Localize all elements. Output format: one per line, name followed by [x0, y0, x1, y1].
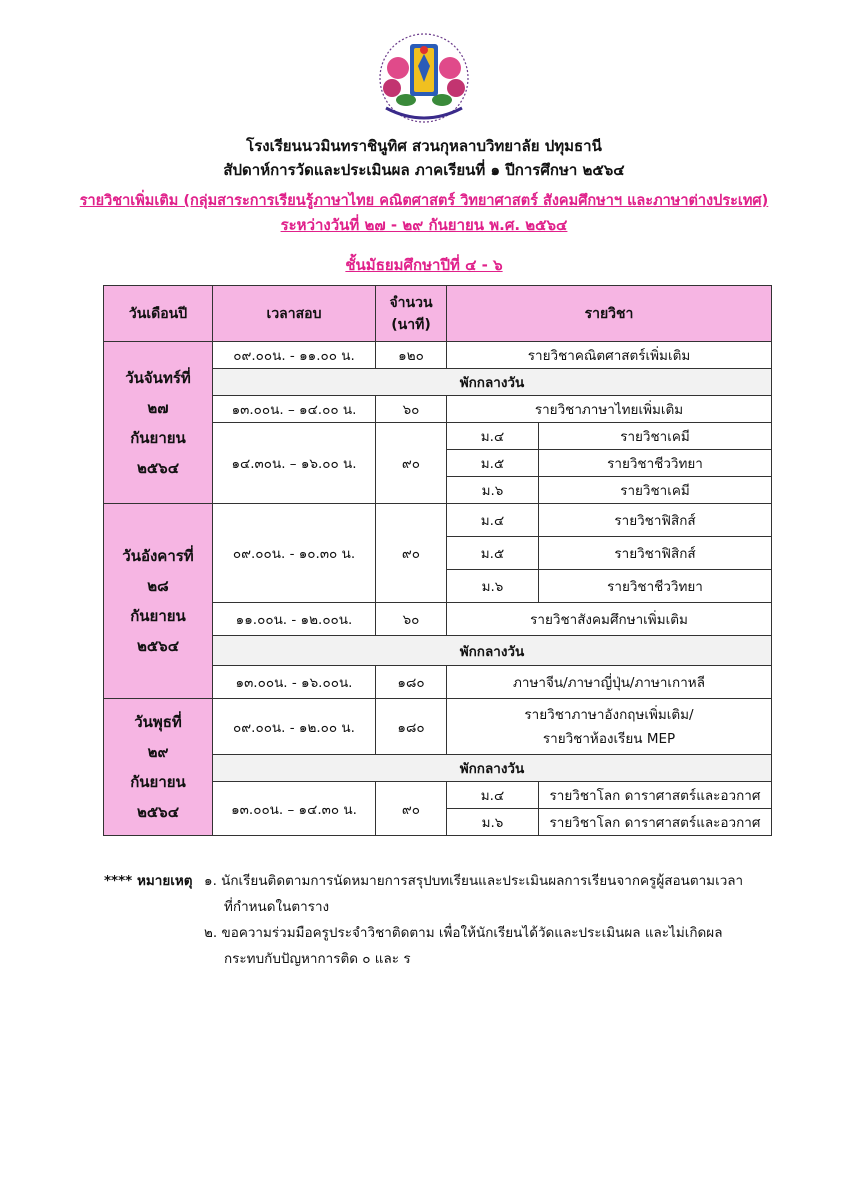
exam-subject: รายวิชาคณิตศาสตร์เพิ่มเติม [447, 342, 772, 369]
exam-time: ๑๓.๐๐น. - ๑๖.๐๐น. [213, 666, 376, 699]
grade-cell: ม.๔ [447, 423, 539, 450]
exam-subject-line1: รายวิชาภาษาอังกฤษเพิ่มเติม/ [524, 706, 694, 723]
exam-subject: รายวิชาชีววิทยา [539, 450, 772, 477]
exam-time: ๑๔.๓๐น. – ๑๖.๐๐ น. [213, 423, 376, 504]
exam-subject: รายวิชาฟิสิกส์ [539, 504, 772, 537]
col-header-date: วันเดือนปี [104, 286, 213, 342]
remark-1-continued [104, 894, 784, 920]
exam-subject: รายวิชาเคมี [539, 477, 772, 504]
day-cell-monday [104, 342, 213, 504]
remark-1 [104, 868, 784, 894]
day-number: ๒๗ [147, 398, 169, 417]
exam-time: ๑๑.๐๐น. - ๑๒.๐๐น. [213, 603, 376, 636]
col-header-minutes-line1: จำนวน [389, 294, 433, 311]
exam-time: ๐๙.๐๐น. - ๑๐.๓๐ น. [213, 504, 376, 603]
grade-level-title: ชั้นมัธยมศึกษาปีที่ ๔ - ๖ [345, 256, 503, 274]
grade-cell: ม.๔ [447, 504, 539, 537]
exam-subject: รายวิชาสังคมศึกษาเพิ่มเติม [447, 603, 772, 636]
remark-1-text: ๑. นักเรียนติดตามการนัดหมายการสรุปบทเรียนและประเมินผลการเรียนจากครูผู้สอนตามเวลา [204, 873, 744, 889]
lunch-break: พักกลางวัน [213, 369, 772, 396]
day-label: วันพุธที่ [134, 713, 182, 731]
col-header-minutes-line2: (นาที) [391, 316, 431, 333]
grade-cell: ม.๖ [447, 809, 539, 836]
col-header-subject: รายวิชา [447, 286, 772, 342]
lunch-break: พักกลางวัน [213, 636, 772, 666]
exam-subject: ภาษาจีน/ภาษาญี่ปุ่น/ภาษาเกาหลี [447, 666, 772, 699]
col-header-minutes [376, 286, 447, 342]
remark-2-text-cont: กระทบกับปัญหาการติด ๐ และ ร [224, 951, 411, 967]
exam-subject-line2: รายวิชาห้องเรียน MEP [542, 730, 676, 747]
exam-subject: รายวิชาโลก ดาราศาสตร์และอวกาศ [539, 782, 772, 809]
remark-2-continued [104, 946, 784, 972]
exam-subject [447, 699, 772, 755]
remark-2-text: ๒. ขอความร่วมมือครูประจำวิชาติดตาม เพื่อให้นักเรียนได้วัดและประเมินผล และไม่เกิดผล [204, 925, 723, 941]
day-cell-tuesday [104, 504, 213, 699]
exam-time: ๐๙.๐๐น. - ๑๑.๐๐ น. [213, 342, 376, 369]
exam-subject: รายวิชาเคมี [539, 423, 772, 450]
exam-minutes: ๑๒๐ [376, 342, 447, 369]
exam-minutes: ๙๐ [376, 504, 447, 603]
lunch-break: พักกลางวัน [213, 755, 772, 782]
remark-1-text-cont: ที่กำหนดในตาราง [224, 899, 330, 915]
subject-groups-title: รายวิชาเพิ่มเติม (กลุ่มสาระการเรียนรู้ภาษาไทย คณิตศาสตร์ วิทยาศาสตร์ สังคมศึกษาฯ และภาษาต่างประเทศ) [79, 193, 769, 209]
day-number: ๒๘ [147, 577, 169, 595]
exam-subject: รายวิชาฟิสิกส์ [539, 537, 772, 570]
remarks-label: **** หมายเหตุ [104, 873, 193, 889]
exam-minutes: ๖๐ [376, 396, 447, 423]
day-year: ๒๕๖๔ [136, 803, 180, 821]
exam-minutes: ๑๘๐ [376, 699, 447, 755]
exam-subject: รายวิชาโลก ดาราศาสตร์และอวกาศ [539, 809, 772, 836]
school-name: โรงเรียนนวมินทราชินูทิศ สวนกุหลาบวิทยาลัย ปทุมธานี [246, 137, 602, 155]
table-row [104, 342, 772, 369]
exam-minutes: ๑๘๐ [376, 666, 447, 699]
grade-cell: ม.๕ [447, 537, 539, 570]
day-year: ๒๕๖๔ [136, 637, 180, 655]
table-header-row [104, 286, 772, 342]
remark-2 [104, 920, 784, 946]
grade-cell: ม.๖ [447, 570, 539, 603]
day-year: ๒๕๖๔ [136, 458, 180, 477]
day-month: กันยายน [130, 607, 186, 625]
remarks-section [104, 868, 784, 972]
day-month: กันยายน [130, 773, 186, 791]
exam-schedule-table [103, 285, 772, 836]
day-label: วันอังคารที่ [122, 547, 194, 565]
exam-minutes: ๖๐ [376, 603, 447, 636]
day-number: ๒๙ [147, 743, 169, 761]
exam-subject: รายวิชาภาษาไทยเพิ่มเติม [447, 396, 772, 423]
exam-subject: รายวิชาชีววิทยา [539, 570, 772, 603]
grade-cell: ม.๔ [447, 782, 539, 809]
table-row [104, 699, 772, 755]
grade-cell: ม.๖ [447, 477, 539, 504]
assessment-week-title: สัปดาห์การวัดและประเมินผล ภาคเรียนที่ ๑ ปีการศึกษา ๒๕๖๔ [223, 161, 625, 179]
grade-cell: ม.๕ [447, 450, 539, 477]
date-range-title: ระหว่างวันที่ ๒๗ - ๒๙ กันยายน พ.ศ. ๒๕๖๔ [280, 216, 568, 234]
table-row [104, 504, 772, 537]
day-cell-wednesday [104, 699, 213, 836]
exam-time: ๑๓.๐๐น. – ๑๔.๐๐ น. [213, 396, 376, 423]
day-month: กันยายน [130, 428, 186, 447]
exam-time: ๐๙.๐๐น. - ๑๒.๐๐ น. [213, 699, 376, 755]
exam-time: ๑๓.๐๐น. – ๑๔.๓๐ น. [213, 782, 376, 836]
exam-minutes: ๙๐ [376, 423, 447, 504]
col-header-time: เวลาสอบ [213, 286, 376, 342]
exam-minutes: ๙๐ [376, 782, 447, 836]
day-label: วันจันทร์ที่ [125, 368, 191, 387]
school-emblem-icon [368, 30, 480, 130]
